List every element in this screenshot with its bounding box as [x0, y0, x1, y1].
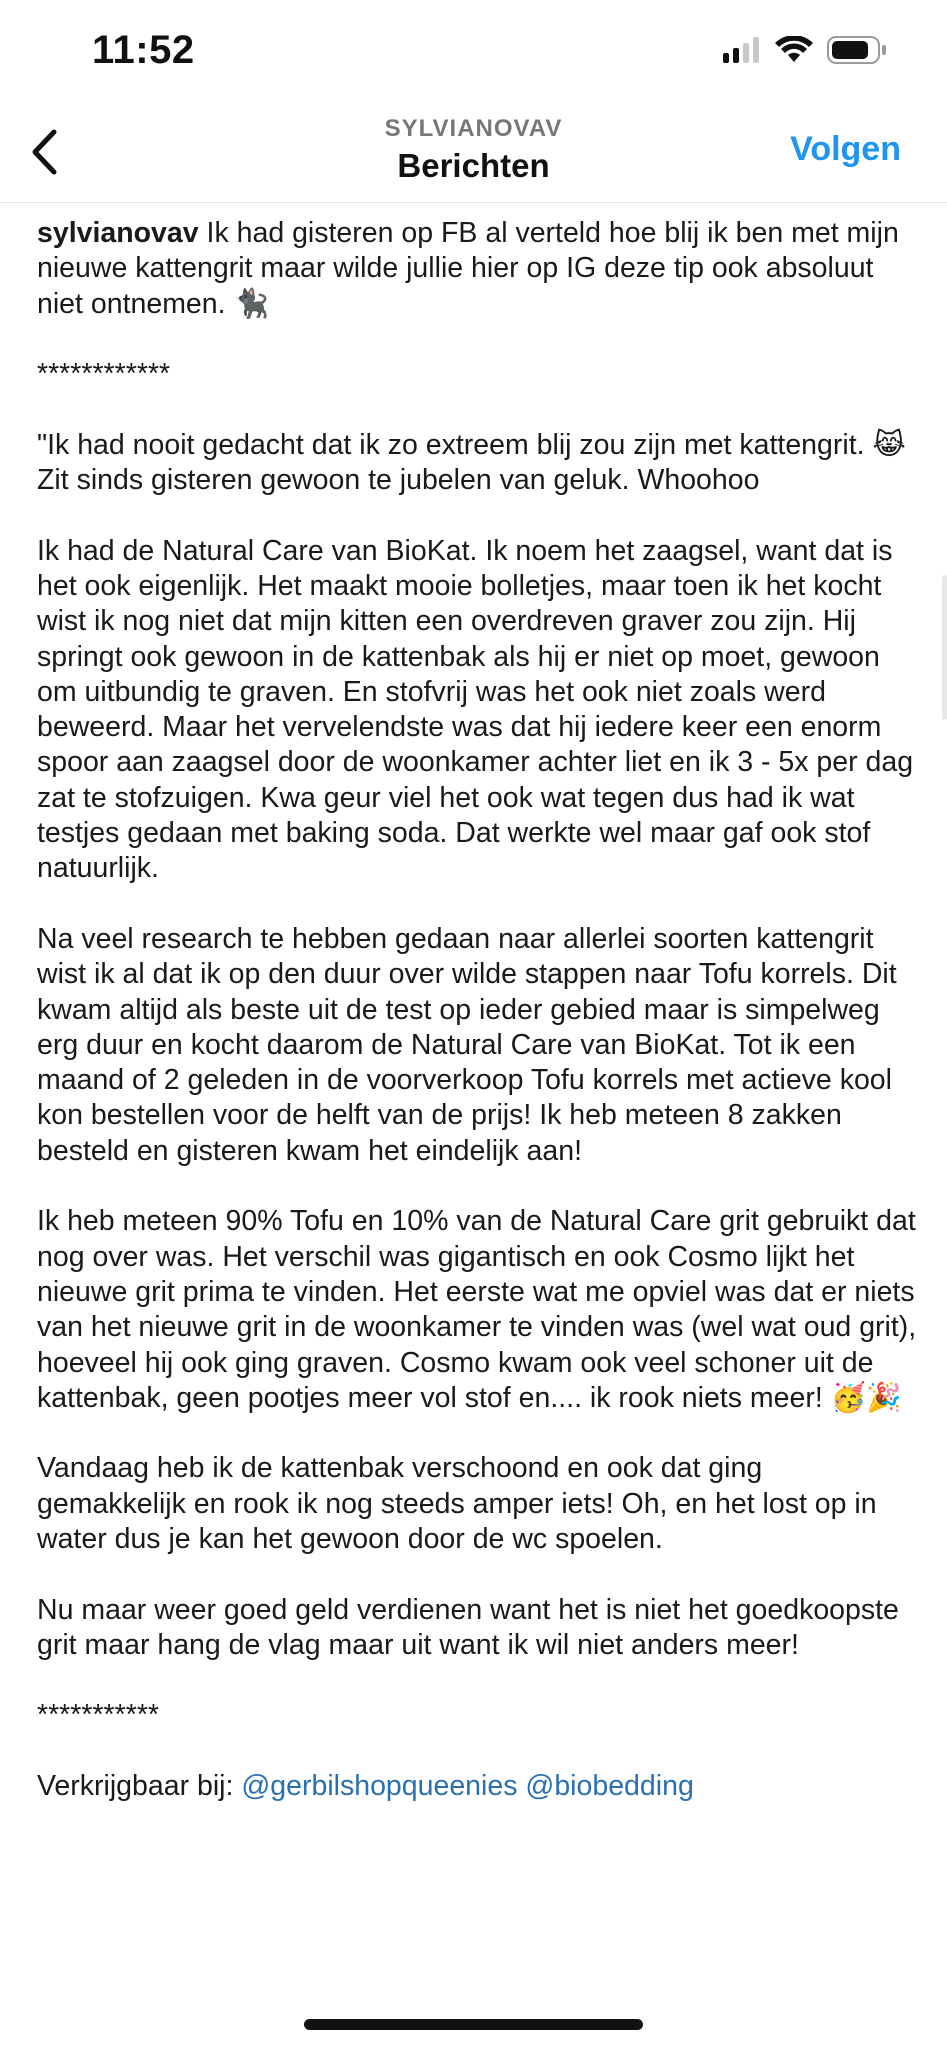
- nav-subtitle: SYLVIANOVAV: [384, 115, 563, 142]
- availability-line: [37, 1769, 917, 1804]
- caption-intro-text: Ik had gisteren op FB al verteld hoe blij ik ben met mijn nieuwe kattengrit maar wilde jullie hier op IG deze tip ook absoluut niet ontnemen. 🐈‍⬛: [37, 217, 899, 320]
- status-bar: [0, 0, 947, 100]
- caption-paragraph-6: Nu maar weer goed geld verdienen want het is niet het goedkoopste grit maar hang de vlag maar uit want ik wil niet anders meer!: [37, 1593, 899, 1661]
- status-icons: [723, 36, 887, 69]
- caption-paragraph-3: Na veel research te hebben gedaan naar allerlei soorten kattengrit wist ik al dat ik op den duur over wilde stappen naar Tofu korrels. Dit kwam altijd als beste uit de test op ieder gebied maar is simpelweg erg duur en kocht daarom de Natural Care van BioKat. Tot ik een maand of 2 geleden in de voorverkoop Tofu korrels met actieve kool kon bestellen voor de helft van de prijs! Ik heb meteen 8 zakken besteld en gisteren kwam het eindelijk aan!: [37, 922, 897, 1167]
- separator-top: ************: [37, 358, 171, 391]
- status-time: 11:52: [92, 28, 195, 72]
- home-indicator[interactable]: [304, 2019, 643, 2030]
- page-title: Berichten: [397, 147, 550, 184]
- follow-button[interactable]: Volgen: [790, 130, 901, 168]
- mention-link-biobedding[interactable]: @biobedding: [525, 1770, 694, 1803]
- availability-label: Verkrijgbaar bij:: [37, 1770, 242, 1803]
- username-link[interactable]: sylvianovav: [37, 217, 199, 249]
- caption-paragraph-4: Ik heb meteen 90% Tofu en 10% van de Natural Care grit gebruikt dat nog over was. Het verschil was gigantisch en ook Cosmo lijkt het nieuwe grit prima te vinden. Het eerste wat me opviel was dat er niets van het nieuwe grit in de woonkamer te vinden was (wel wat oud grit), hoeveel hij ook ging graven. Cosmo kwam ook veel schoner uit de kattenbak, geen pootjes meer vol stof en.... ik rook niets meer! 🥳🎉: [37, 1205, 917, 1414]
- mention-link-gerbilshop[interactable]: @gerbilshopqueenies: [241, 1770, 518, 1803]
- caption-paragraph-2: Ik had de Natural Care van BioKat. Ik noem het zaagsel, want dat is het ook eigenlijk. Het maakt mooie bolletjes, maar toen ik het kocht wist ik nog niet dat mijn kitten een overdreven graver zou zijn. Hij springt ook gewoon in de kattenbak als hij er niet op moet, gewoon om uitbundig te graven. En stofvrij was het ook niet zoals werd beweerd. Maar het vervelendste was dat hij iedere keer een enorm spoor aan zaagsel door de woonkamer achter liet en ik 3 - 5x per dag zat te stofzuigen. Kwa geur viel het ook wat tegen dus had ik wat testjes gedaan met baking soda. Dat werkte wel maar gaf ook stof natuurlijk.: [37, 534, 914, 885]
- caption-paragraph-5: Vandaag heb ik de kattenbak verschoond en ook dat ging gemakkelijk en rook ik nog steeds amper iets! Oh, en het lost op in water dus je kan het gewoon door de wc spoelen.: [37, 1452, 877, 1555]
- scrollbar[interactable]: [942, 575, 947, 720]
- cellular-signal-icon: [723, 37, 761, 68]
- caption-paragraph-1: "Ik had nooit gedacht dat ik zo extreem blij zou zijn met kattengrit. 😹 Zit sinds gisteren gewoon te jubelen van geluk. Whoohoo: [37, 428, 906, 497]
- separator-bottom: ***********: [37, 1699, 160, 1732]
- post-caption: [37, 216, 917, 1840]
- battery-icon: [827, 36, 887, 69]
- wifi-icon: [775, 36, 813, 69]
- caption-intro: [37, 216, 917, 322]
- nav-header: [0, 100, 947, 203]
